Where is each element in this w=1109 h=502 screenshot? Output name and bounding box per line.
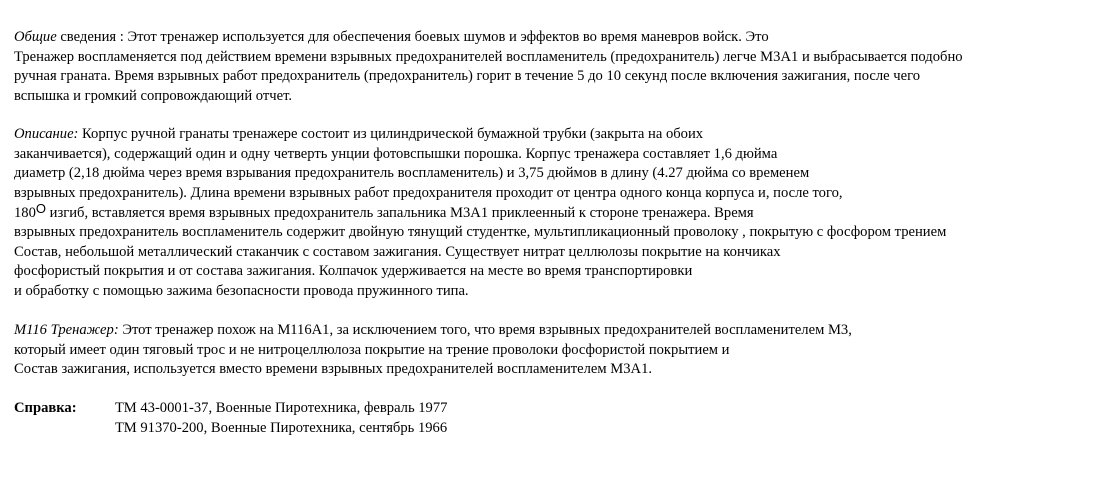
m116-label: M116 Тренажер:: [14, 322, 119, 338]
general-info-paragraph: [14, 28, 1104, 106]
reference-item: ТМ 91370-200, Военные Пиротехника, сентябрь 1966: [115, 419, 448, 436]
description-line-6: взрывных предохранитель воспламенитель содержит двойную тянущий студентке, мультипликационный проволоку , покрытую с фосфором трением: [14, 223, 947, 240]
degree-number: 180: [14, 205, 36, 222]
description-line-9: и обработку с помощью зажима безопасности провода пружинного типа.: [14, 282, 469, 299]
m116-line-2: который имеет один тяговый трос и не нитроцеллюлоза покрытие на трение проволоки фосфористой покрытием и: [14, 341, 730, 358]
general-line-4: вспышка и громкий сопровождающий отчет.: [14, 87, 293, 104]
text-line: [14, 203, 1104, 223]
general-line-1: Этот тренажер используется для обеспечения боевых шумов и эффектов во время маневров войск. Это: [127, 29, 769, 45]
description-line-4: взрывных предохранитель). Длина времени взрывных работ предохранителя проходит от центра одного конца корпуса и, после того,: [14, 184, 843, 201]
m116-line-3: Состав зажигания, используется вместо времени взрывных предохранителей воспламенителем М3А1.: [14, 361, 653, 378]
m116-line-1: Этот тренажер похож на M116A1, за исключением того, что время взрывных предохранителей воспламенителем М3,: [118, 322, 852, 338]
description-line-3: диаметр (2,18 дюйма через время взрывания предохранитель воспламенитель) и 3,75 дюймов в длину (4.27 дюйма со временем: [14, 165, 810, 182]
reference-item: ТМ 43-0001-37, Военные Пиротехника, февраль 1977: [115, 400, 448, 416]
general-line-3: ручная граната. Время взрывных работ предохранитель (предохранитель) горит в течение 5 до 10 секунд после включения зажигания, после чего: [14, 68, 921, 85]
reference-label: Справка:: [14, 400, 77, 416]
text-line: [14, 28, 1104, 48]
description-label: Описание:: [14, 126, 79, 142]
degree-mark: O: [35, 201, 47, 217]
general-label-rest: сведения :: [56, 29, 128, 45]
description-line-2: заканчивается), содержащий один и одну четверть унции фотовспышки порошка. Корпус тренажера составляет 1,6 дюйма: [14, 145, 778, 162]
reference-list: [115, 399, 447, 438]
description-paragraph: [14, 125, 1104, 301]
text-line: [14, 125, 1104, 145]
general-line-2: Тренажер воспламеняется под действием времени взрывных предохранителей воспламенитель (предохранитель) легче М3А1 и выбрасывается подобно: [14, 48, 963, 65]
description-line-1: Корпус ручной гранаты тренажере состоит из цилиндрической бумажной трубки (закрыта на обоих: [78, 126, 704, 142]
text-line: [14, 321, 1104, 341]
general-label: Общие: [14, 29, 57, 45]
description-line-8: фосфористый покрытия и от состава зажигания. Колпачок удерживается на месте во время транспортировки: [14, 263, 693, 280]
degree-rest: изгиб, вставляется время взрывных предохранитель запальника М3А1 приклеенный к стороне тренажера. Время: [46, 205, 754, 222]
description-line-7: Состав, небольшой металлический стаканчик с составом зажигания. Существует нитрат целлюлозы покрытие на кончиках: [14, 243, 781, 260]
m116-paragraph: [14, 321, 1104, 380]
